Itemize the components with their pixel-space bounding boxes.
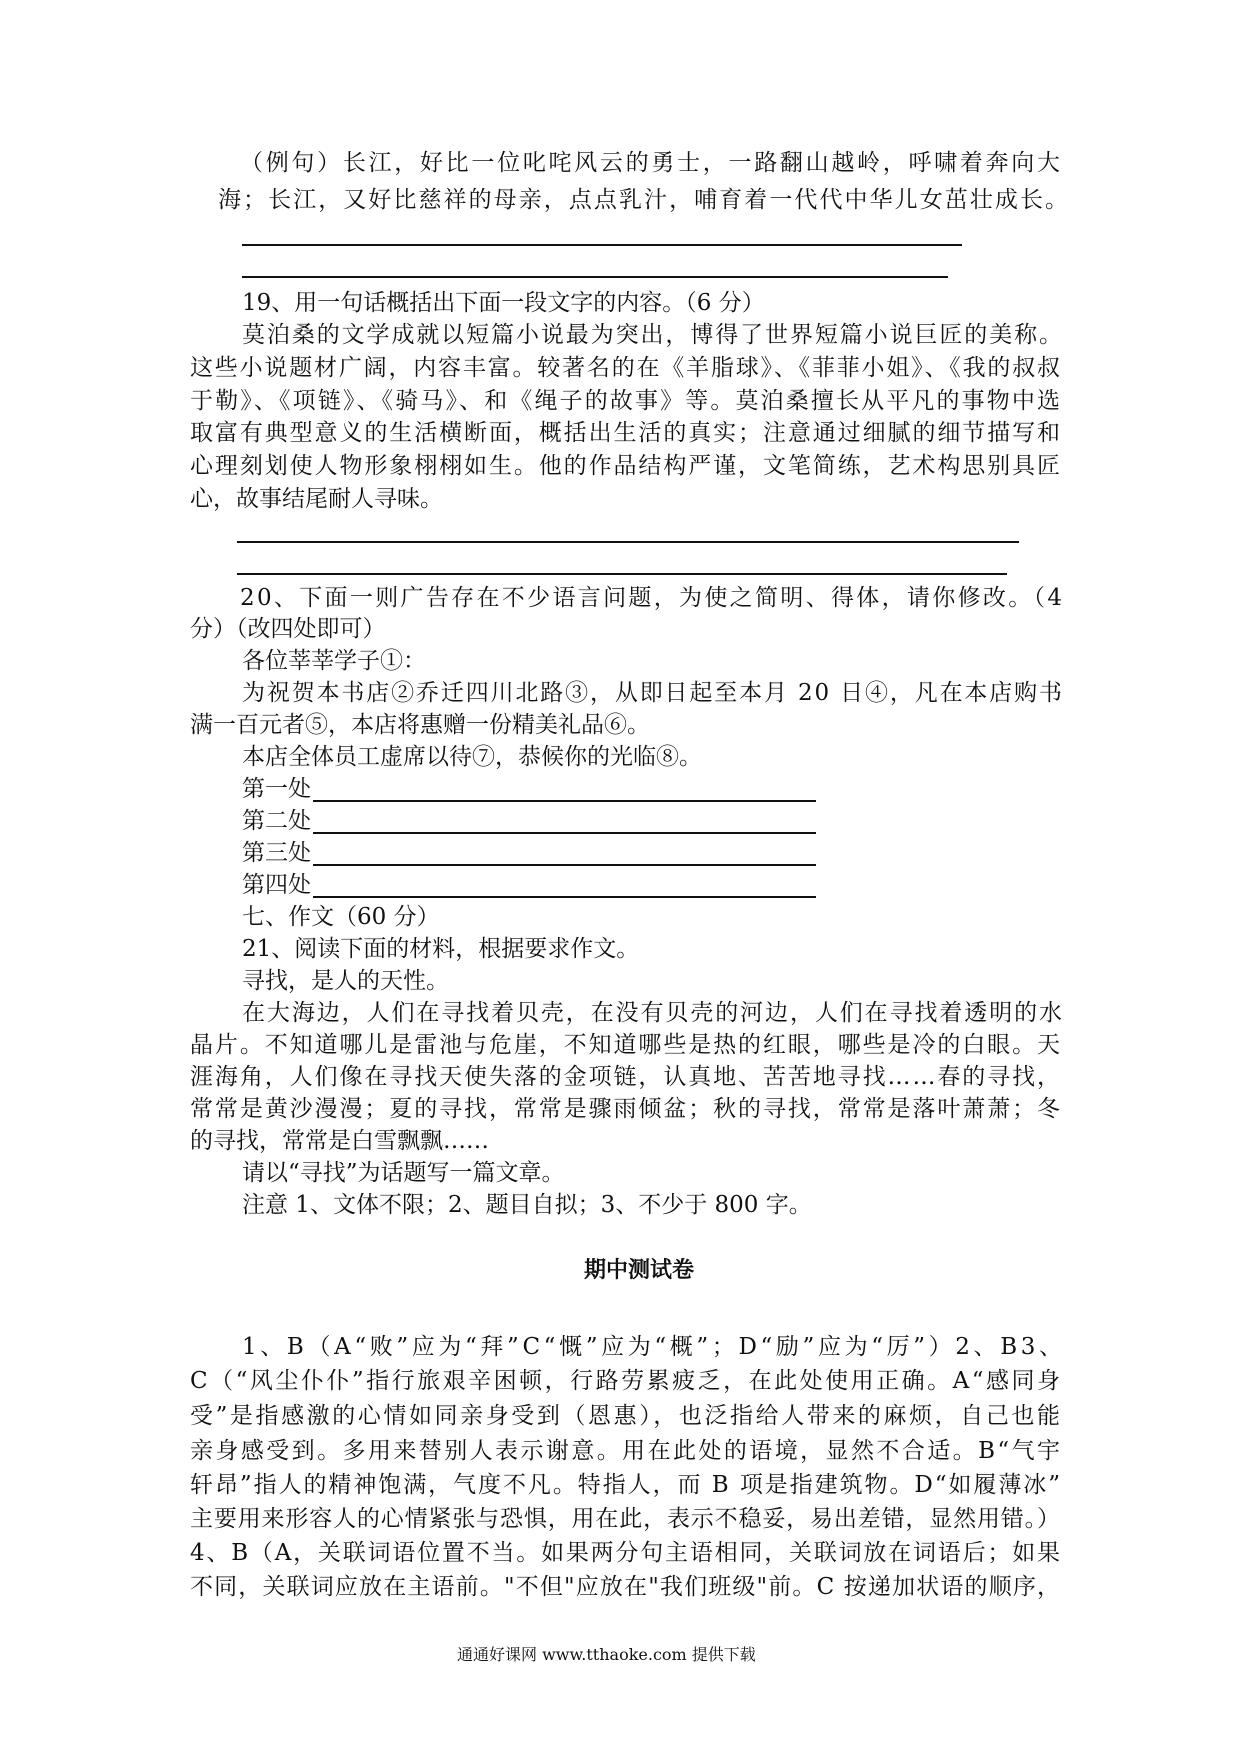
answer-blank-line [313, 864, 816, 866]
q19-text-line: 于勒》、《项链》、《骑马》、和《绳子的故事》等。莫泊桑擅长从平凡的事物中选 [190, 388, 1063, 414]
q20-ad-line: 各位莘莘学子①： [242, 648, 426, 674]
answer-blank-line [242, 276, 948, 278]
q20-ad-line: 为祝贺本书店②乔迁四川北路③，从即日起至本月 20 日④，凡在本店购书 [242, 680, 1064, 706]
q20-answer-label-3: 第三处 [242, 840, 311, 866]
q20-answer-label-1: 第一处 [242, 776, 311, 802]
essay-instruction: 请以“寻找”为话题写一篇文章。 [242, 1160, 565, 1186]
essay-material-line: 常常是黄沙漫漫；夏的寻找，常常是骤雨倾盆；秋的寻找，常常是落叶萧萧；冬 [190, 1096, 1062, 1122]
answers-line: 受”是指感激的心情如同亲身受到（恩惠），也泛指给人带来的麻烦，自己也能 [190, 1403, 1063, 1429]
answers-line: 轩昂”指人的精神饱满，气度不凡。特指人，而 B 项是指建筑物。D“如履薄冰” [190, 1472, 1062, 1498]
q20-ad-line: 本店全体员工虚席以待⑦，恭候你的光临⑧。 [242, 744, 702, 770]
example-line-2: 海；长江，又好比慈祥的母亲，点点乳汁，哺育着一代代中华儿女茁壮成长。 [218, 187, 1071, 213]
q19-text-line: 这些小说题材广阔，内容丰富。较著名的在《羊脂球》、《菲菲小姐》、《我的叔叔 [190, 355, 1062, 381]
answers-line: 亲身感受到。多用来替别人表示谢意。用在此处的语境，显然不合适。B“气宇 [190, 1438, 1063, 1464]
example-line-1: （例句）长江，好比一位叱咤风云的勇士，一路翻山越岭，呼啸着奔向大 [240, 150, 1063, 176]
answer-blank-line [242, 244, 962, 246]
answer-blank-line [237, 541, 1019, 543]
q20-ad-line: 满一百元者⑤，本店将惠赠一份精美礼品⑥。 [190, 712, 650, 738]
q20-prompt-cont: 分）（改四处即可） [190, 616, 386, 642]
q19-text-line: 心，故事结尾耐人寻味。 [190, 486, 443, 512]
answer-blank-line [237, 573, 1007, 575]
essay-material-line: 晶片。不知道哪儿是雷池与危崖，不知道哪些是热的红眼，哪些是冷的白眼。天 [190, 1032, 1062, 1058]
answers-line: 1、B（A“败”应为“拜”C“慨”应为“概”；D“励”应为“厉”）2、B3、 [242, 1334, 1066, 1360]
q19-text-line: 取富有典型意义的生活横断面，概括出生活的真实；注意通过细腻的细节描写和 [190, 420, 1062, 446]
q20-prompt: 20、下面一则广告存在不少语言问题，为使之简明、得体，请你修改。（4 [240, 585, 1065, 611]
q19-text-line: 莫泊桑的文学成就以短篇小说最为突出，博得了世界短篇小说巨匠的美称。 [242, 322, 1064, 348]
answers-line: 4、B（A，关联词语位置不当。如果两分句主语相同，关联词放在词语后；如果 [190, 1540, 1062, 1566]
essay-material-line: 涯海角，人们像在寻找天使失落的金项链，认真地、苦苦地寻找……春的寻找， [190, 1064, 1062, 1090]
page-footer: 通通好课网 www.tthaoke.com 提供下载 [457, 1645, 756, 1664]
answers-line: 不同，关联词应放在主语前。"不但"应放在"我们班级"前。C 按递加状语的顺序， [190, 1574, 1062, 1600]
q20-answer-label-4: 第四处 [242, 872, 311, 898]
answer-blank-line [313, 832, 816, 834]
essay-requirements: 注意 1、文体不限；2、题目自拟；3、不少于 800 字。 [242, 1192, 812, 1218]
essay-section-heading: 七、作文（60 分） [242, 904, 440, 930]
essay-material-line: 在大海边，人们在寻找着贝壳，在没有贝壳的河边，人们在寻找着透明的水 [242, 1000, 1064, 1026]
answers-section-title: 期中测试卷 [584, 1258, 695, 1283]
essay-material-line: 寻找，是人的天性。 [242, 968, 449, 994]
answer-blank-line [313, 800, 816, 802]
q20-answer-label-2: 第二处 [242, 808, 311, 834]
q19-text-line: 心理刻划使人物形象栩栩如生。他的作品结构严谨，文笔简练，艺术构思别具匠 [190, 453, 1062, 479]
essay-prompt: 21、阅读下面的材料，根据要求作文。 [242, 936, 640, 962]
answer-blank-line [313, 896, 816, 898]
essay-material-line: 的寻找，常常是白雪飘飘…… [190, 1128, 489, 1154]
q19-prompt: 19、用一句话概括出下面一段文字的内容。（6 分） [242, 290, 765, 316]
answers-line: 主要用来形容人的心情紧张与恐惧，用在此，表示不稳妥，易出差错，显然用错。） [190, 1506, 1061, 1532]
answers-line: C（“风尘仆仆”指行旅艰辛困顿，行路劳累疲乏，在此处使用正确。A“感同身 [190, 1368, 1063, 1394]
